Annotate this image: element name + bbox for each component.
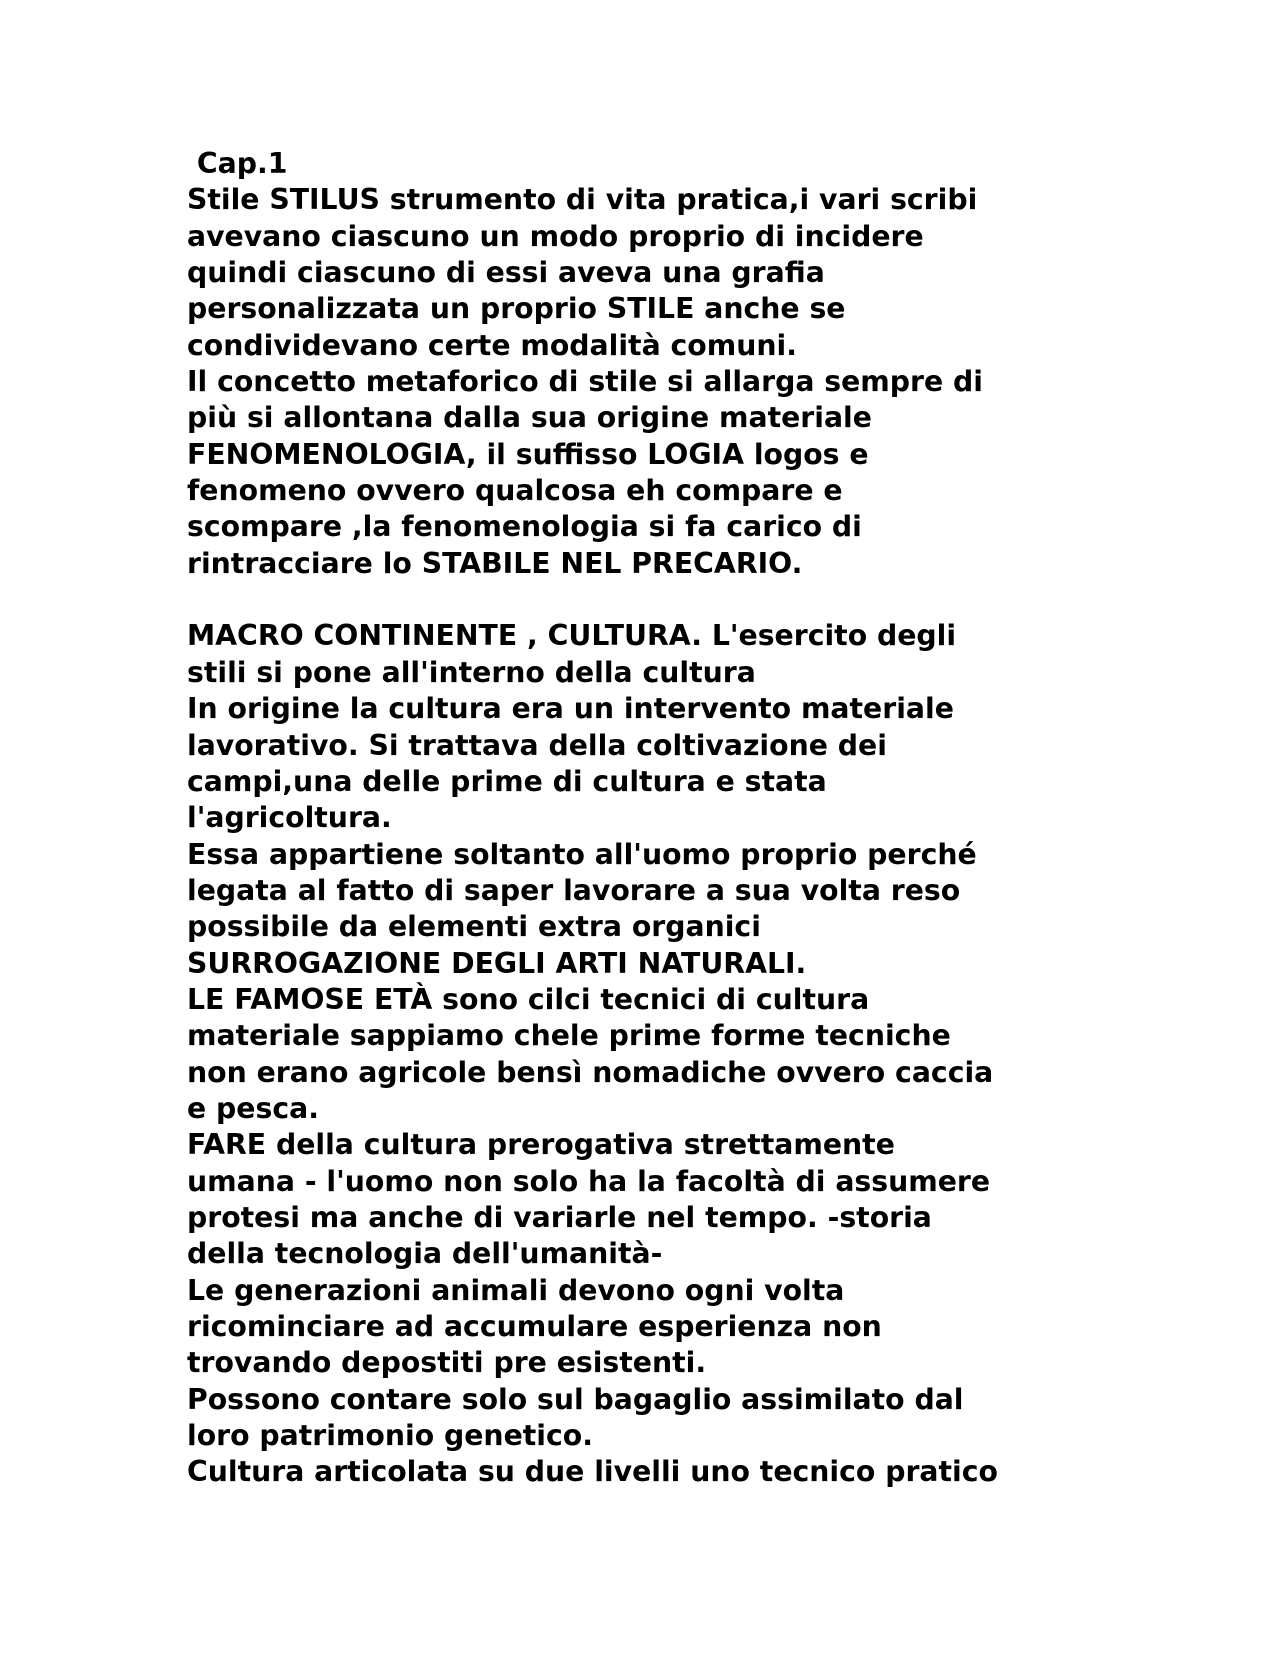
text-line: legata al fatto di saper lavorare a sua volta reso bbox=[187, 873, 961, 907]
text-line: stili si pone all'interno della cultura bbox=[187, 655, 756, 689]
text-line: FARE della cultura prerogativa strettamente bbox=[187, 1128, 895, 1162]
text-line: e pesca. bbox=[187, 1091, 319, 1125]
text-line: fenomeno ovvero qualcosa eh compare e bbox=[187, 474, 843, 508]
text-line: quindi ciascuno di essi aveva una grafia bbox=[187, 256, 825, 290]
text-line: loro patrimonio genetico. bbox=[187, 1419, 593, 1453]
text-line: umana - l'uomo non solo ha la facoltà di assumere bbox=[187, 1164, 991, 1198]
text-line: FENOMENOLOGIA, il suffisso LOGIA logos e bbox=[187, 437, 869, 471]
text-line: In origine la cultura era un intervento materiale bbox=[187, 692, 954, 726]
text-line: ricominciare ad accumulare esperienza non bbox=[187, 1310, 882, 1343]
text-line: trovando depostiti pre esistenti. bbox=[187, 1346, 707, 1380]
text-line: campi,una delle prime di cultura e stata bbox=[187, 764, 827, 798]
text-line: della tecnologia dell'umanità- bbox=[187, 1237, 663, 1271]
text-line: Stile STILUS strumento di vita pratica,i vari scribi bbox=[187, 183, 978, 217]
text-line: SURROGAZIONE DEGLI ARTI NATURALI. bbox=[187, 946, 807, 980]
text-line: materiale sappiamo chele prime forme tecniche bbox=[187, 1019, 951, 1053]
text-line: condividevano certe modalità comuni. bbox=[187, 328, 797, 362]
text-line: scompare ,la fenomenologia si fa carico di bbox=[187, 510, 862, 544]
document-body bbox=[187, 146, 1187, 1491]
text-line: l'agricoltura. bbox=[187, 801, 392, 835]
text-line: Le generazioni animali devono ogni volta bbox=[187, 1273, 845, 1307]
text-line: LE FAMOSE ETÀ sono cilci tecnici di cultura bbox=[187, 982, 870, 1016]
text-line: protesi ma anche di variarle nel tempo. -storia bbox=[187, 1200, 932, 1234]
text-line: lavorativo. Si trattava della coltivazione dei bbox=[187, 728, 887, 762]
text-line: MACRO CONTINENTE , CULTURA. L'esercito degli bbox=[187, 619, 957, 653]
chapter-heading: Cap.1 bbox=[187, 147, 288, 180]
text-line: Essa appartiene soltanto all'uomo proprio perché bbox=[187, 837, 977, 871]
text-line: personalizzata un proprio STILE anche se bbox=[187, 292, 846, 326]
text-line: non erano agricole bensì nomadiche ovvero caccia bbox=[187, 1055, 994, 1089]
text-line: possibile da elementi extra organici bbox=[187, 910, 761, 944]
text-line: più si allontana dalla sua origine materiale bbox=[187, 401, 872, 435]
text-line: rintracciare lo STABILE NEL PRECARIO. bbox=[187, 546, 803, 580]
text-line: Cultura articolata su due livelli uno tecnico pratico bbox=[187, 1455, 998, 1489]
blank-line bbox=[187, 582, 1187, 618]
text-line: avevano ciascuno un modo proprio di incidere bbox=[187, 219, 924, 253]
text-line: Il concetto metaforico di stile si allarga sempre di bbox=[187, 365, 984, 399]
text-line: Possono contare solo sul bagaglio assimilato dal bbox=[187, 1382, 964, 1416]
